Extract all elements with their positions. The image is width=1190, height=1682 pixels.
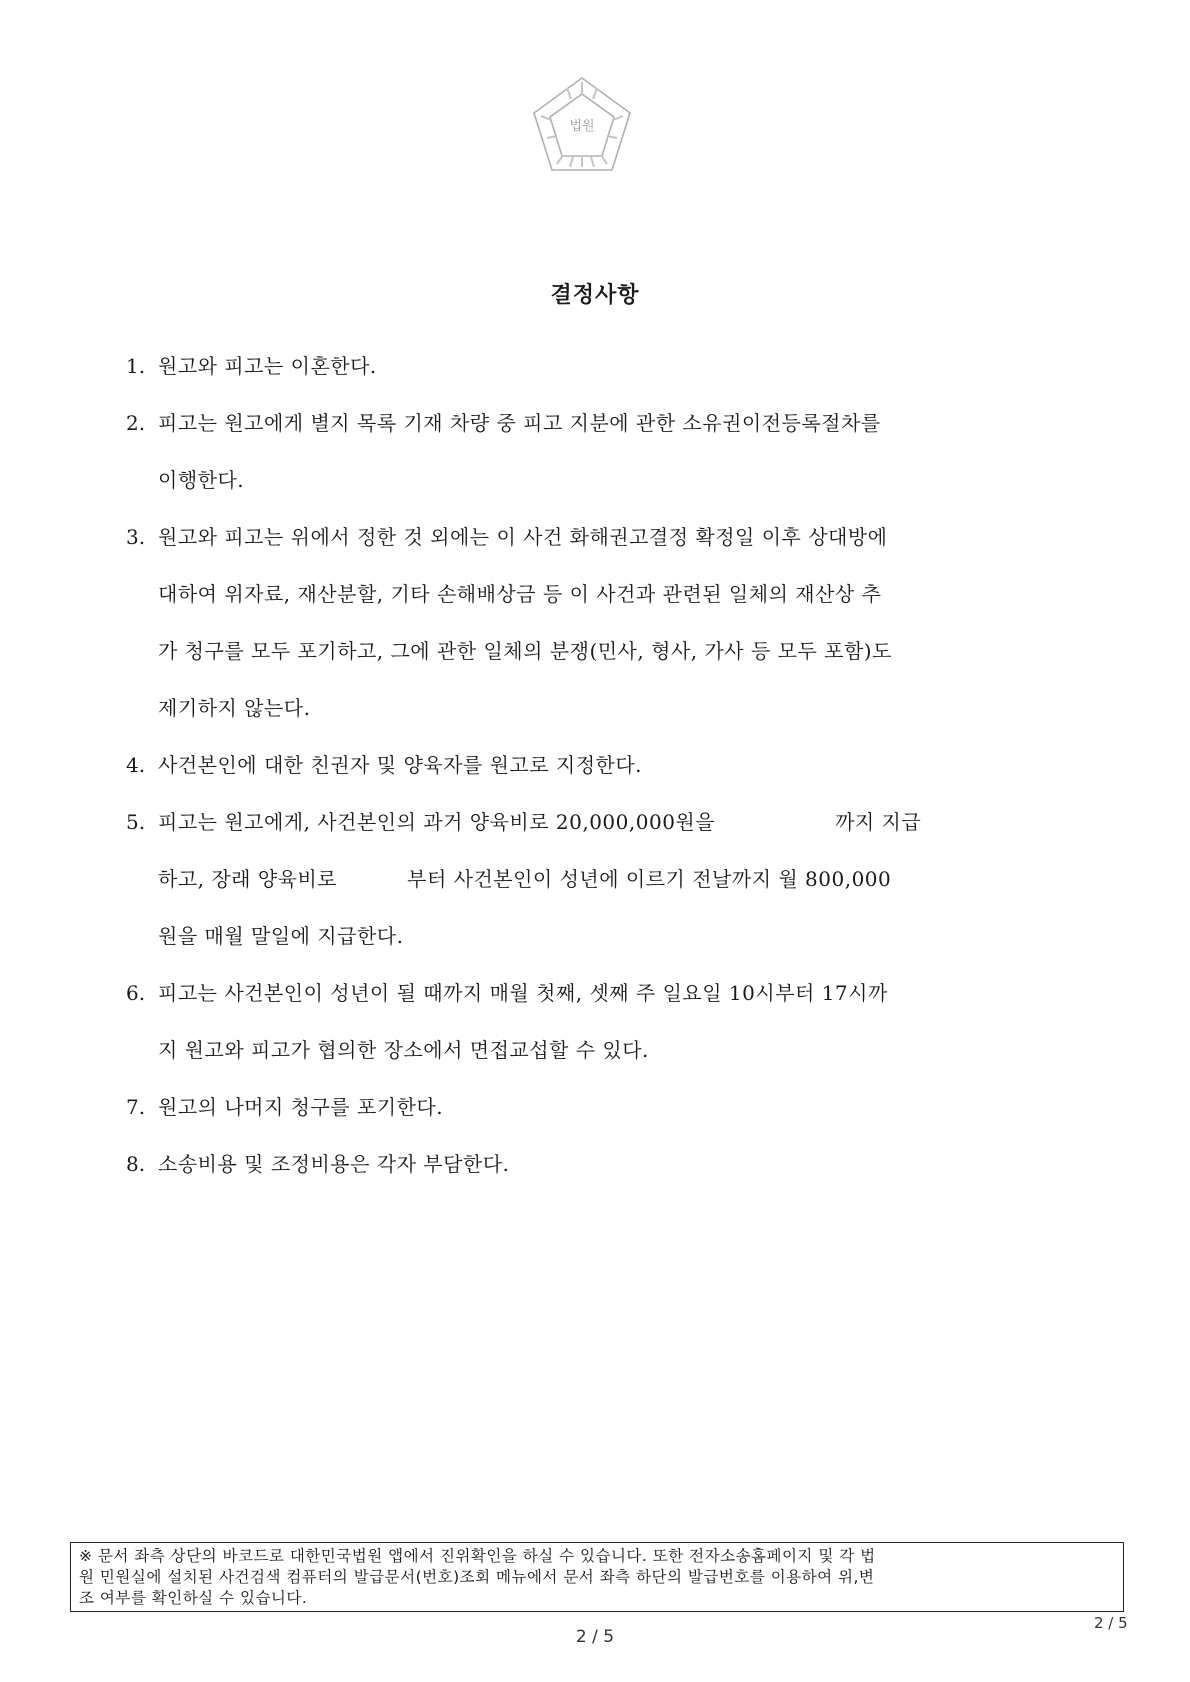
item-line [158, 794, 1046, 851]
notice-line: 원 민원실에 설치된 사건검색 컴퓨터의 발급문서(번호)조회 메뉴에서 문서 좌측 하단의 발급번호를 이용하여 위,변 [79, 1568, 875, 1586]
item-line [158, 851, 1046, 908]
decision-item [126, 1079, 1046, 1136]
item-number: 8. [126, 1152, 146, 1176]
item-line-segment: 까지 지급 [835, 810, 922, 834]
item-line: 원고의 나머지 청구를 포기한다. [158, 1095, 444, 1119]
item-number: 2. [126, 411, 146, 435]
item-line-segment: 피고는 원고에게, 사건본인의 과거 양육비로 20,000,000원을 [158, 810, 716, 834]
item-line: 원고와 피고는 위에서 정한 것 외에는 이 사건 화해권고결정 확정일 이후 상대방에 [158, 525, 888, 549]
item-line-segment: 하고, 장래 양육비로 [158, 867, 338, 891]
decision-item [126, 509, 1046, 737]
section-title: 결정사항 [550, 283, 640, 308]
decision-item [126, 965, 1046, 1079]
item-line: 원고와 피고는 이혼한다. [158, 354, 377, 378]
decision-item [126, 1136, 1046, 1193]
decision-item [126, 794, 1046, 965]
item-line: 소송비용 및 조정비용은 각자 부담한다. [158, 1152, 510, 1176]
item-line-segment: 부터 사건본인이 성년에 이르기 전날까지 월 800,000 [407, 867, 892, 891]
item-number: 7. [126, 1095, 146, 1119]
item-line: 이행한다. [158, 468, 245, 492]
decision-item [126, 737, 1046, 794]
page-number: 2 / 5 [575, 1627, 615, 1647]
item-line: 원을 매월 말일에 지급한다. [158, 924, 404, 948]
page-number-corner: 2 / 5 [1094, 1614, 1128, 1632]
item-number: 3. [126, 525, 146, 549]
item-line: 피고는 사건본인이 성년이 될 때까지 매월 첫째, 셋째 주 일요일 10시부터 17시까 [158, 981, 888, 1005]
item-number: 6. [126, 981, 146, 1005]
court-seal [527, 72, 637, 182]
item-line: 지 원고와 피고가 협의한 장소에서 면접교섭할 수 있다. [158, 1038, 649, 1062]
notice-line: ※ 문서 좌측 상단의 바코드로 대한민국법원 앱에서 진위확인을 하실 수 있습니다. 또한 전자소송홈페이지 및 각 법 [79, 1547, 876, 1565]
item-number: 5. [126, 810, 146, 834]
notice-line: 조 여부를 확인하실 수 있습니다. [79, 1589, 308, 1607]
item-line: 피고는 원고에게 별지 목록 기재 차량 중 피고 지분에 관한 소유권이전등록절차를 [158, 411, 881, 435]
item-line: 사건본인에 대한 친권자 및 양육자를 원고로 지정한다. [158, 753, 643, 777]
seal-text: 법원 [569, 119, 595, 134]
decision-item [126, 338, 1046, 395]
verification-notice [70, 1542, 1124, 1612]
decision-items [126, 338, 1046, 1193]
item-line: 가 청구를 모두 포기하고, 그에 관한 일체의 분쟁(민사, 형사, 가사 등 모두 포함)도 [158, 639, 892, 663]
item-number: 1. [126, 354, 146, 378]
item-number: 4. [126, 753, 146, 777]
item-line: 제기하지 않는다. [158, 696, 311, 720]
item-line: 대하여 위자료, 재산분할, 기타 손해배상금 등 이 사건과 관련된 일체의 재산상 추 [158, 582, 882, 606]
decision-item [126, 395, 1046, 509]
